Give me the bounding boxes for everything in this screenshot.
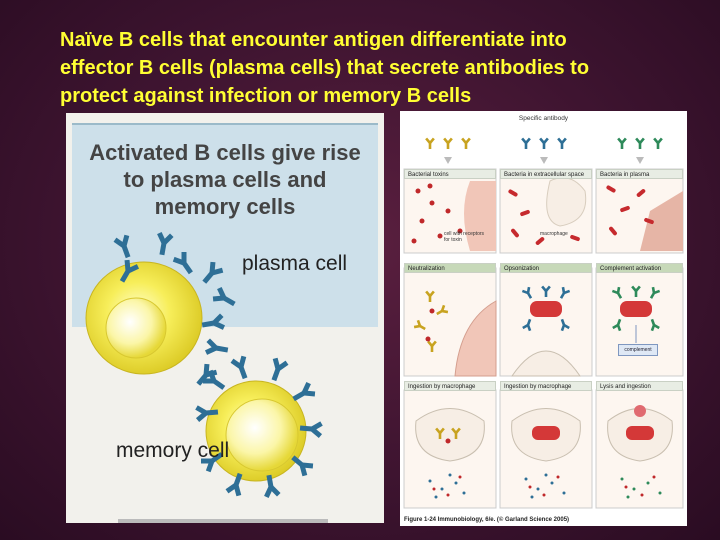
divider	[118, 519, 328, 523]
title-line-1: Naïve B cells that encounter antigen differentiate into	[60, 29, 567, 51]
b-cell-differentiation-figure	[66, 113, 384, 523]
title-line-2: effector B cells (plasma cells) that secrete antibodies to	[60, 57, 590, 79]
panel-header: Bacteria in extracellular space	[500, 169, 592, 179]
panel-header: Ingestion by macrophage	[500, 381, 592, 391]
panel-header: Lysis and ingestion	[596, 381, 683, 391]
slide-title	[60, 26, 710, 110]
panel-header: Opsonization	[500, 263, 592, 273]
panel-header: Ingestion by macrophage	[404, 381, 496, 391]
memory-cell-icon	[195, 354, 323, 498]
antibody-functions-figure	[400, 111, 687, 526]
panel-header: Bacteria in plasma	[596, 169, 683, 179]
panel-header: Bacterial toxins	[404, 169, 496, 179]
memory-cell-label: memory cell	[116, 439, 230, 462]
left-figure-title: Activated B cells give rise to plasma cells and memory cells	[89, 140, 361, 219]
panel-header: Neutralization	[404, 263, 496, 273]
figure-caption: Figure 1-24 Immunobiology, 6/e. (© Garland Science 2005)	[404, 517, 570, 523]
plasma-cell-icon	[86, 231, 239, 389]
title-line-3: protect against infection or memory B cells	[60, 85, 472, 107]
plasma-cell-label: plasma cell	[242, 252, 348, 275]
complement-label: complement	[618, 344, 658, 356]
specific-antibody-label: Specific antibody	[518, 115, 569, 122]
panel-header: Complement activation	[596, 263, 683, 273]
note-macrophage: macrophage	[540, 231, 568, 237]
note-cell-with-receptors: cell with receptors for toxin	[444, 231, 485, 243]
